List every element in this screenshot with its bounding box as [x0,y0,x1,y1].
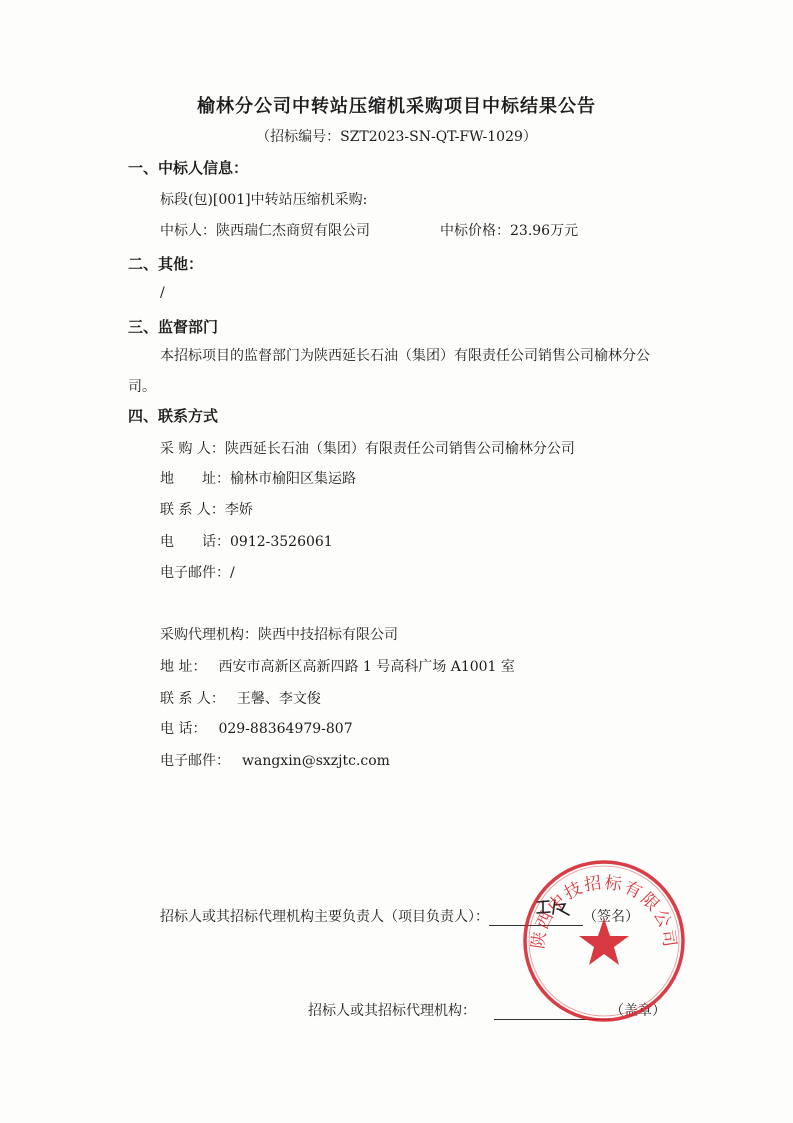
agency-phone: 029-88364979-807 [218,721,353,737]
other-content: / [160,285,165,301]
phone-line [160,531,333,551]
page-title: 榆林分公司中转站压缩机采购项目中标结果公告 [197,96,596,117]
winner-label: 中标人： [160,223,216,239]
email-line [160,562,235,582]
agency-email-label: 电子邮件： [160,753,230,769]
agency-address-line [160,656,515,676]
official-seal-stamp [521,858,687,1024]
agency-address: 西安市高新区高新四路 1 号高科广场 A1001 室 [218,659,515,675]
address-value: 榆林市榆阳区集运路 [230,471,356,487]
winner-line [160,220,370,240]
responsible-label: 招标人或其招标代理机构主要负责人（项目负责人）： [160,909,489,925]
supervision-paragraph: 本招标项目的监督部门为陕西延长石油（集团）有限责任公司销售公司榆林分公司。 [128,348,650,395]
agency-contact: 王馨、李文俊 [236,691,321,707]
buyer-label: 采 购 人： [160,441,225,457]
contact-value: 李娇 [224,502,253,518]
agency-email-line [160,750,390,770]
agency-contact-label: 联 系 人： [160,691,225,707]
section-2-heading: 二、其他： [128,255,204,273]
responsible-note: （签名） [583,909,639,925]
agency-name-line [160,624,398,644]
email-label: 电子邮件： [160,565,230,581]
agency-name: 陕西中技招标有限公司 [258,627,398,643]
contact-line [160,499,253,519]
org-note: （盖章） [610,1003,666,1019]
email-value: / [230,565,235,581]
seal-text: 陕西中技招标有限公司 [528,872,680,951]
section-3-heading: 三、监督部门 [128,318,219,336]
agency-contact-line [160,688,321,708]
contact-label: 联 系 人： [160,502,225,518]
agency-email: wangxin@sxzjtc.com [242,753,390,769]
section-4-heading: 四、联系方式 [128,407,219,425]
section-1-heading: 一、中标人信息： [128,159,249,177]
buyer-line [160,438,575,458]
phone-value: 0912-3526061 [230,534,333,550]
winner-name: 陕西瑞仁杰商贸有限公司 [216,223,370,239]
agency-phone-label: 电 话： [160,721,207,737]
price-value: 23.96万元 [510,223,579,239]
buyer-name: 陕西延长石油（集团）有限责任公司销售公司榆林分公司 [224,441,575,457]
price-line [440,220,578,240]
org-label: 招标人或其招标代理机构： [308,1003,476,1019]
price-label: 中标价格： [440,223,510,239]
agency-address-label: 地 址： [160,659,207,675]
lot-line: 标段(包)[001]中转站压缩机采购: [160,192,368,208]
agency-name-label: 采购代理机构： [160,627,258,643]
address-label: 地 址： [160,471,230,487]
address-line [160,468,356,488]
phone-label: 电 话： [160,534,230,550]
agency-phone-line [160,718,353,738]
tender-number: （招标编号：SZT2023-SN-QT-FW-1029） [256,129,537,145]
